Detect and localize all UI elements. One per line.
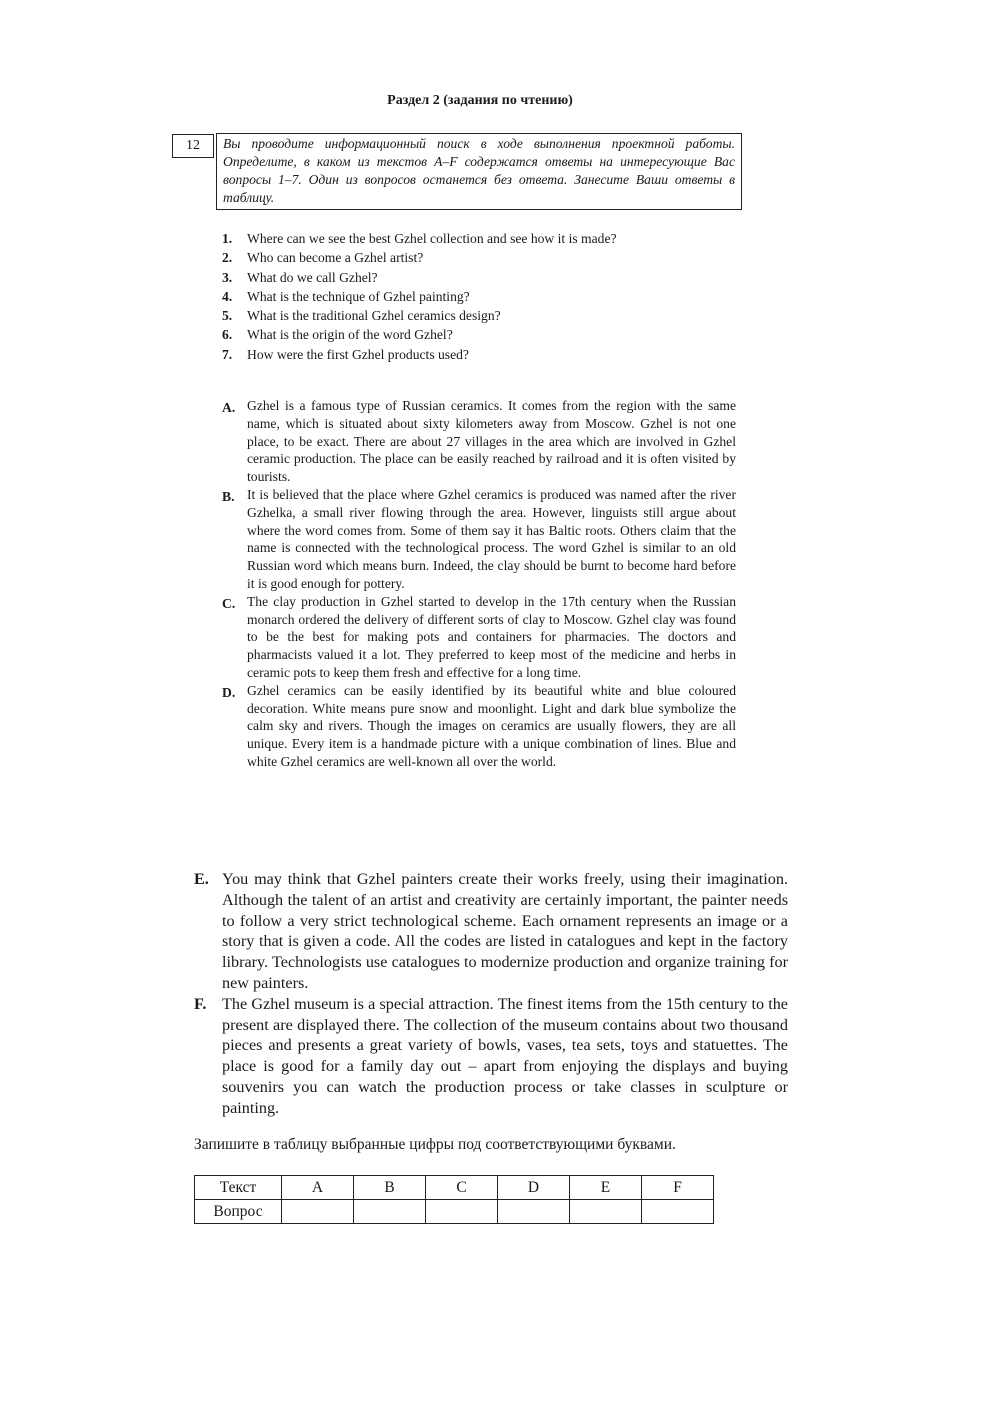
- text-letter: D.: [222, 684, 236, 700]
- question-item: [222, 268, 617, 287]
- text-e: [194, 869, 788, 994]
- question-item: [222, 325, 617, 344]
- question-text: What do we call Gzhel?: [247, 269, 378, 285]
- text-letter: C.: [222, 595, 236, 611]
- column-header: A: [282, 1176, 354, 1200]
- column-header: B: [354, 1176, 426, 1200]
- texts-a-d: [222, 397, 736, 771]
- text-body: Gzhel ceramics can be easily identified by its beautiful white and blue coloured decoration. White means pure snow and moonlight. Light and dark blue symbolize the calm sky and rivers. Though the images on ceramics are usually flowers, they are all unique. Every item is a handmade picture with a unique combination of lines. Blue and white Gzhel ceramics are well-known all over the world.: [247, 682, 736, 769]
- column-header: F: [642, 1176, 714, 1200]
- task-number-box: 12: [172, 134, 214, 158]
- text-body: The Gzhel museum is a special attraction. The finest items from the 15th century to the present are displayed there. The collection of the museum contains about two thousand pieces and presents a great variety of bowls, vases, tea sets, toys and statuettes. The place is good for a family day out – apart from enjoying the displays and buying souvenirs you can watch the production process or take classes in sculpture or painting.: [222, 994, 788, 1117]
- question-text: What is the origin of the word Gzhel?: [247, 327, 453, 343]
- texts-e-f: [194, 869, 788, 1119]
- text-body: Gzhel is a famous type of Russian ceramics. It comes from the region with the same name, which is situated about sixty kilometers away from Moscow. Gzhel is not one place, to be exact. There are about 27 villages in the area which are involved in Gzhel ceramic production. The place can be easily reached by railroad and it is often visited by tourists.: [247, 398, 736, 485]
- question-item: [222, 248, 617, 267]
- question-text: Where can we see the best Gzhel collection and see how it is made?: [247, 231, 617, 246]
- row-label-question: Вопрос: [195, 1200, 282, 1224]
- text-c: [222, 593, 736, 682]
- question-item: [222, 306, 617, 325]
- answer-table: [194, 1175, 714, 1224]
- row-label-text: Текст: [195, 1176, 282, 1200]
- answer-cell-d[interactable]: [498, 1200, 570, 1224]
- text-body: You may think that Gzhel painters create their works freely, using their imagination. Although the talent of an artist and creativity are certainly important, the painter needs to follow a very strict technological scheme. Each ornament represents an image or a story that is given a code. All the codes are listed in catalogues and kept in the factory library. Technologists use catalogues to modernize production and organize training for new painters.: [222, 870, 788, 992]
- question-text: Who can become a Gzhel artist?: [247, 250, 424, 266]
- answer-table-input-row: [195, 1200, 714, 1224]
- table-instruction: Запишите в таблицу выбранные цифры под соответствующими буквами.: [194, 1136, 676, 1153]
- text-body: The clay production in Gzhel started to develop in the 17th century when the Russian monarch ordered the delivery of different sorts of clay to Moscow. Gzhel clay was found to be the best for making pots and containers for pharmacies. The doctors and pharmacists valued it a lot. They preferred to keep most of the medicine and herbs in ceramic pots to keep them fresh and effective for a long time.: [247, 593, 736, 680]
- answer-cell-f[interactable]: [642, 1200, 714, 1224]
- section-title: Раздел 2 (задания по чтению): [387, 93, 573, 108]
- question-number: 4.: [222, 288, 233, 304]
- question-number: 7.: [222, 346, 233, 362]
- column-header: C: [426, 1176, 498, 1200]
- answer-cell-e[interactable]: [570, 1200, 642, 1224]
- column-header: D: [498, 1176, 570, 1200]
- text-a: [222, 397, 736, 486]
- column-header: E: [570, 1176, 642, 1200]
- task-instructions: Вы проводите информационный поиск в ходе выполнения проектной работы. Определите, в каком из текстов A–F содержатся ответы на интересующие Вас вопросы 1–7. Один из вопросов останется без ответа. Занесите Ваши ответы в таблицу.: [216, 133, 742, 210]
- text-b: [222, 486, 736, 593]
- question-number: 5.: [222, 308, 233, 324]
- answer-cell-c[interactable]: [426, 1200, 498, 1224]
- question-number: 6.: [222, 327, 233, 343]
- question-item: [222, 229, 617, 248]
- text-letter: B.: [222, 488, 235, 504]
- question-text: What is the traditional Gzhel ceramics design?: [247, 308, 501, 324]
- answer-cell-b[interactable]: [354, 1200, 426, 1224]
- question-number: 3.: [222, 269, 233, 285]
- text-d: [222, 682, 736, 771]
- answer-table-header-row: [195, 1176, 714, 1200]
- answer-cell-a[interactable]: [282, 1200, 354, 1224]
- text-letter: F.: [194, 994, 207, 1013]
- question-number: 1.: [222, 231, 233, 246]
- text-letter: A.: [222, 400, 236, 415]
- question-text: How were the first Gzhel products used?: [247, 346, 469, 362]
- text-body: It is believed that the place where Gzhel ceramics is produced was named after the river Gzhelka, a small river flowing through the area. However, linguists still argue about where the word comes from. Some of them say it has Baltic roots. Others claim that the name is connected with the technological process. The word Gzhel is similar to an old Russian word which means burn. Indeed, the clay should be burnt to become hard before it is good enough for pottery.: [247, 486, 736, 591]
- questions-list: [222, 229, 617, 364]
- question-number: 2.: [222, 250, 233, 266]
- question-text: What is the technique of Gzhel painting?: [247, 288, 470, 304]
- question-item: [222, 287, 617, 306]
- text-letter: E.: [194, 870, 209, 888]
- question-item: [222, 345, 617, 364]
- text-f: [194, 994, 788, 1119]
